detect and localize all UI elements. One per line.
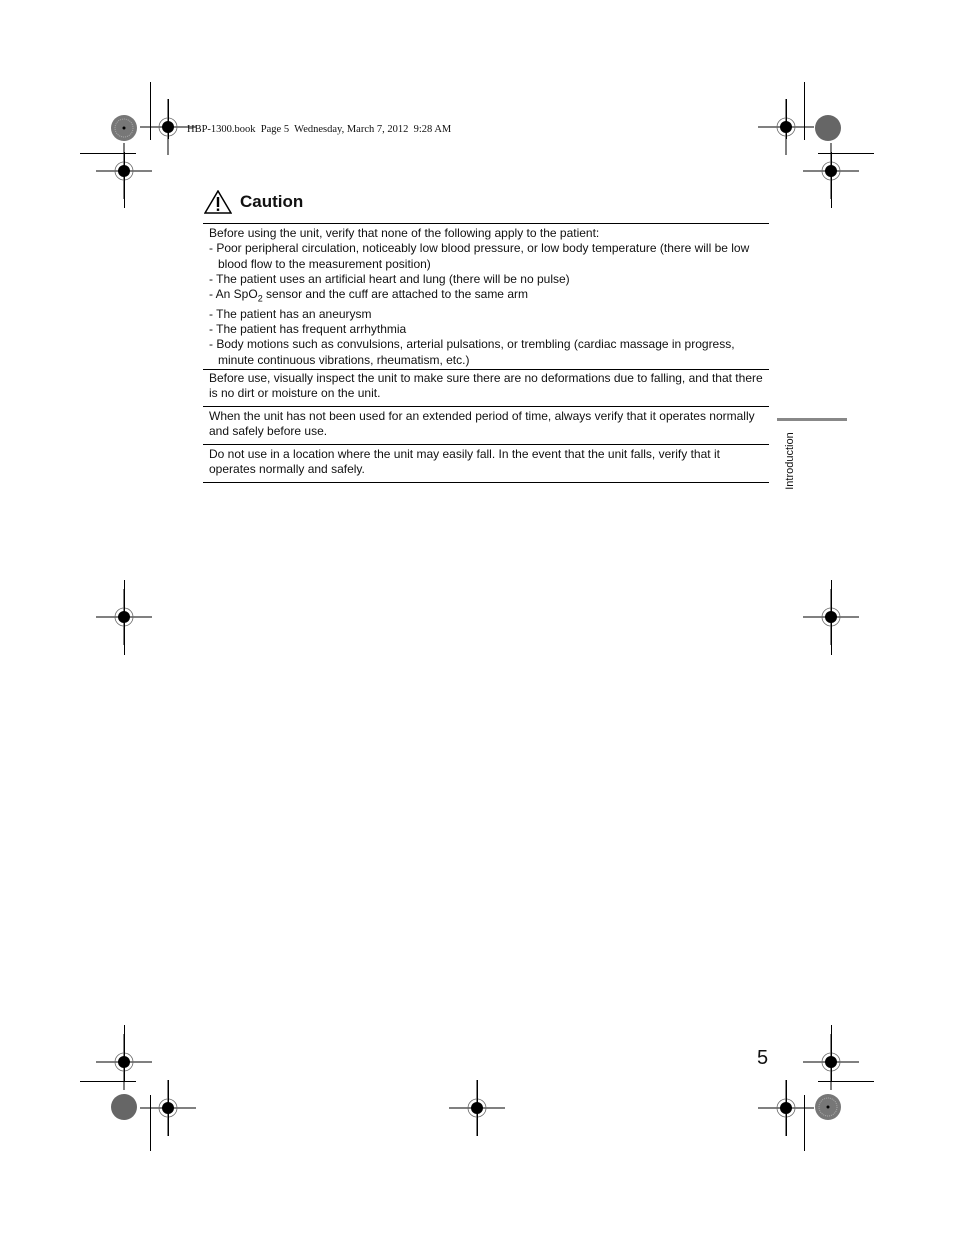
warning-triangle-icon xyxy=(204,190,232,214)
list-item xyxy=(209,287,764,307)
spo2-label: - An SpO xyxy=(209,287,258,302)
divider xyxy=(203,444,769,445)
caution-section-3: When the unit has not been used for an extended period of time, always verify that it operates normally and safely before use. xyxy=(209,409,755,439)
page-number: 5 xyxy=(757,1047,769,1069)
spo2-subscript: 2 xyxy=(257,293,263,304)
divider xyxy=(203,223,769,224)
crop-line xyxy=(786,1080,787,1136)
crop-line xyxy=(831,1025,832,1081)
crop-line xyxy=(786,99,787,139)
list-item: - The patient has an aneurysm xyxy=(209,306,372,321)
list-item: - Poor peripheral circulation, noticeably low blood pressure, or low body temperature (there will be low blood flow to the measurement position) xyxy=(209,241,750,271)
caution-section-4: Do not use in a location where the unit may easily fall. In the event that the unit falls, verify that it operates normally and safely. xyxy=(209,447,720,477)
caution-section-2: Before use, visually inspect the unit to make sure there are no deformations due to falling, and that there is no dirt or moisture on the unit. xyxy=(209,371,763,401)
side-tab-label: Introduction xyxy=(784,432,796,490)
crop-line xyxy=(831,580,832,655)
caution-section-1 xyxy=(209,226,764,368)
divider xyxy=(203,406,769,407)
crop-line xyxy=(124,1025,125,1081)
crop-line xyxy=(168,99,169,139)
crop-line xyxy=(831,152,832,208)
list-item: - The patient has frequent arrhythmia xyxy=(209,322,407,337)
running-header: HBP-1300.book Page 5 Wednesday, March 7, 2012 9:28 AM xyxy=(187,124,452,135)
crop-line xyxy=(477,1080,478,1136)
color-bar-disc-icon xyxy=(110,114,138,142)
caution-title: Caution xyxy=(240,192,304,211)
color-bar-disc-icon xyxy=(814,114,842,142)
spo2-rest: sensor and the cuff are attached to the same arm xyxy=(262,287,528,302)
list-item: - The patient uses an artificial heart and lung (there will be no pulse) xyxy=(209,271,570,286)
crop-line xyxy=(168,1080,169,1136)
color-bar-disc-icon xyxy=(814,1093,842,1121)
list-item: - Body motions such as convulsions, arterial pulsations, or trembling (cardiac massage in progress, minute continuous vibrations, rheumatism, etc.) xyxy=(209,337,735,367)
crop-line xyxy=(124,152,125,208)
section-intro: Before using the unit, verify that none of the following apply to the patient: xyxy=(209,226,600,240)
divider xyxy=(203,482,769,483)
crop-line xyxy=(124,580,125,655)
color-bar-disc-icon xyxy=(110,1093,138,1121)
divider xyxy=(203,369,769,370)
